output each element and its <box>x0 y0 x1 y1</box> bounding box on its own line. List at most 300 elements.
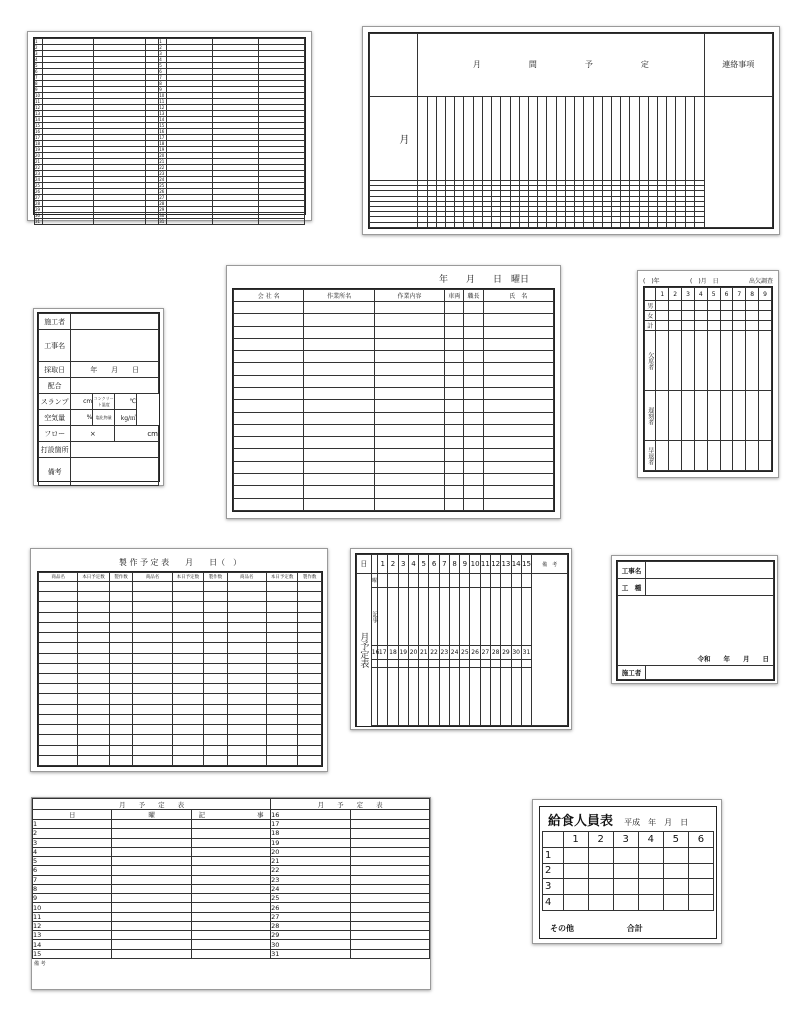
table-cell <box>234 363 304 375</box>
table-cell <box>669 331 682 391</box>
table-cell <box>427 222 436 227</box>
table-cell <box>133 602 172 612</box>
day-number: 8 <box>449 555 459 574</box>
table-cell <box>133 694 172 704</box>
day-number: 9 <box>33 894 112 903</box>
table-cell <box>78 643 109 653</box>
table-cell <box>759 441 772 471</box>
column-header: 車両 <box>445 290 464 302</box>
table-cell <box>133 592 172 602</box>
table-cell <box>172 663 203 673</box>
table-cell <box>663 863 688 879</box>
table-cell <box>398 668 408 726</box>
row-number: 9 <box>35 87 43 93</box>
table-cell <box>191 857 270 866</box>
column-header: 職長 <box>464 290 483 302</box>
table-cell <box>109 735 133 745</box>
row-label: 女 <box>645 311 656 321</box>
table-cell <box>109 653 133 663</box>
notes-header: 備 考 <box>532 555 568 574</box>
table-cell <box>707 311 720 321</box>
table-cell <box>429 668 439 726</box>
table-cell <box>298 704 322 714</box>
table-cell <box>575 222 584 227</box>
table-cell <box>266 622 297 632</box>
row-number: 15 <box>159 123 167 129</box>
table-cell <box>429 588 439 646</box>
header-row <box>645 288 772 301</box>
day-number: 25 <box>460 646 470 660</box>
meal-other-label: その他 <box>550 924 574 933</box>
table-cell <box>39 643 78 653</box>
table-cell <box>398 574 408 588</box>
row-number: 16 <box>159 129 167 135</box>
production-row <box>39 684 322 694</box>
day-number: 20 <box>408 646 418 660</box>
value-cell <box>71 442 159 458</box>
table-cell <box>39 755 78 765</box>
row-number: 11 <box>35 99 43 105</box>
table-cell <box>78 592 109 602</box>
table-cell <box>266 582 297 592</box>
construction-row <box>618 596 774 666</box>
table-cell <box>78 694 109 704</box>
table-cell <box>298 684 322 694</box>
table-cell <box>227 725 266 735</box>
table-cell <box>374 387 444 399</box>
table-cell <box>483 473 553 485</box>
table-cell <box>460 668 470 726</box>
table-cell <box>172 704 203 714</box>
row-number: 3 <box>35 51 43 57</box>
production-row <box>39 673 322 683</box>
table-cell <box>418 96 427 180</box>
table-cell <box>669 441 682 471</box>
table-cell <box>480 588 490 646</box>
table-cell <box>449 660 459 668</box>
table-cell <box>667 222 676 227</box>
row-label: 工事名 <box>618 562 646 579</box>
table-cell <box>227 612 266 622</box>
table-cell <box>298 735 322 745</box>
day-number: 30 <box>511 646 521 660</box>
day-number: 19 <box>398 646 408 660</box>
table-cell <box>266 653 297 663</box>
day-number: 11 <box>33 912 112 921</box>
table-cell <box>298 582 322 592</box>
table-cell <box>491 668 501 726</box>
notes-header: 連絡事項 <box>704 34 773 97</box>
row-label: 欠席者 <box>645 331 656 391</box>
table-cell <box>133 612 172 622</box>
row-number: 6 <box>159 69 167 75</box>
table-cell <box>682 311 695 321</box>
table-cell <box>707 391 720 441</box>
row-label: 採取日 <box>39 362 71 378</box>
table-cell <box>78 673 109 683</box>
day-number: 13 <box>501 555 511 574</box>
row-number: 30 <box>159 213 167 219</box>
table-cell <box>446 222 455 227</box>
table-cell <box>521 588 531 646</box>
table-cell <box>470 574 480 588</box>
table-cell <box>483 314 553 326</box>
table-cell <box>266 633 297 643</box>
table-cell <box>266 745 297 755</box>
table-cell <box>172 602 203 612</box>
table-cell <box>39 694 78 704</box>
attendance-row <box>645 331 772 391</box>
table-cell <box>298 745 322 755</box>
table-cell <box>746 311 759 321</box>
table-cell <box>588 847 613 863</box>
concrete-row <box>39 314 159 330</box>
table-cell <box>593 96 602 180</box>
table-cell <box>656 321 669 331</box>
table-cell <box>470 588 480 646</box>
table-cell <box>204 633 228 643</box>
table-cell <box>565 222 574 227</box>
table-cell <box>694 391 707 441</box>
table-cell <box>227 602 266 612</box>
concrete-row <box>39 442 159 458</box>
table-cell <box>501 668 511 726</box>
board-monthly-schedule <box>362 26 780 235</box>
ledger-row <box>33 912 430 921</box>
roster-row <box>234 461 554 473</box>
table-cell <box>733 321 746 331</box>
table-cell <box>419 588 429 646</box>
kiji-header: 記 事 <box>191 810 270 820</box>
table-cell <box>204 592 228 602</box>
column-header: 製作数 <box>298 573 322 582</box>
table-cell <box>172 612 203 622</box>
row-number: 5 <box>35 63 43 69</box>
table-cell <box>482 96 491 180</box>
unit-cell: % <box>71 410 93 426</box>
table-cell <box>204 735 228 745</box>
table-cell <box>172 643 203 653</box>
table-cell <box>676 222 685 227</box>
value-cell <box>71 314 159 330</box>
row-number: 16 <box>35 129 43 135</box>
table-cell <box>227 582 266 592</box>
day-number: 9 <box>460 555 470 574</box>
row-number: 12 <box>159 105 167 111</box>
table-cell <box>398 660 408 668</box>
table-cell <box>234 302 304 314</box>
table-cell <box>109 714 133 724</box>
table-cell <box>227 622 266 632</box>
table-cell <box>234 473 304 485</box>
column-header: 3 <box>613 832 638 848</box>
row-label: 男 <box>645 301 656 311</box>
table-cell <box>172 745 203 755</box>
table-cell <box>112 894 191 903</box>
table-cell <box>227 735 266 745</box>
table-cell <box>483 412 553 424</box>
table-cell <box>491 660 501 668</box>
table-cell <box>584 96 593 180</box>
table-cell <box>304 314 374 326</box>
day-number: 29 <box>271 931 350 940</box>
table-cell <box>133 582 172 592</box>
meal-count-date: 平成 年 月 日 <box>624 818 689 827</box>
day-number: 3 <box>33 838 112 847</box>
production-row <box>39 714 322 724</box>
youbi-header: 曜 <box>112 810 191 820</box>
table-cell <box>638 863 663 879</box>
table-cell <box>78 663 109 673</box>
table-cell <box>445 461 464 473</box>
table-cell <box>234 387 304 399</box>
table-cell <box>746 331 759 391</box>
table-cell <box>639 96 648 180</box>
table-cell <box>266 684 297 694</box>
board-production-schedule <box>30 548 328 772</box>
table-cell <box>204 704 228 714</box>
table-cell <box>191 894 270 903</box>
table-cell <box>112 940 191 949</box>
table-cell <box>191 875 270 884</box>
table-cell <box>676 96 685 180</box>
table-cell <box>480 574 490 588</box>
day-number: 12 <box>491 555 501 574</box>
table-cell <box>109 673 133 683</box>
table-cell <box>547 96 556 180</box>
table-cell <box>483 326 553 338</box>
column-header: 商品名 <box>227 573 266 582</box>
table-cell <box>350 949 429 958</box>
row-number: 15 <box>35 123 43 129</box>
table-cell <box>145 219 159 225</box>
table-cell <box>621 222 630 227</box>
table-cell <box>733 301 746 311</box>
day-number: 26 <box>271 903 350 912</box>
table-cell <box>227 704 266 714</box>
table-cell <box>266 673 297 683</box>
table-cell <box>470 668 480 726</box>
table-cell <box>39 622 78 632</box>
table-cell <box>688 863 713 879</box>
roster-date-title: 年 月 日 曜日 <box>439 275 530 285</box>
table-cell <box>464 486 483 498</box>
roster-row <box>234 498 554 511</box>
table-cell <box>374 498 444 511</box>
column-header: 本日予定数 <box>78 573 109 582</box>
production-row <box>39 704 322 714</box>
table-cell <box>227 663 266 673</box>
table-cell <box>682 331 695 391</box>
table-cell <box>694 301 707 311</box>
table-cell <box>483 498 553 511</box>
table-cell <box>464 222 473 227</box>
column-header: 2 <box>588 832 613 848</box>
table-cell <box>112 884 191 893</box>
day-number: 6 <box>33 866 112 875</box>
table-cell <box>234 351 304 363</box>
table-cell <box>455 96 464 180</box>
table-cell <box>663 879 688 895</box>
table-cell <box>378 574 388 588</box>
table-cell <box>483 486 553 498</box>
table-cell <box>682 321 695 331</box>
table-cell <box>528 222 537 227</box>
table-cell <box>172 592 203 602</box>
value-cell <box>646 562 774 579</box>
column-header: 5 <box>663 832 688 848</box>
row-number: 27 <box>35 195 43 201</box>
table-cell <box>563 879 588 895</box>
title-left: 月 予 定 表 <box>33 799 271 810</box>
day-number: 31 <box>271 949 350 958</box>
table-cell <box>663 847 688 863</box>
table-cell <box>227 633 266 643</box>
board-construction <box>611 555 778 684</box>
table-cell <box>445 302 464 314</box>
table-cell <box>39 592 78 602</box>
table-cell <box>112 949 191 958</box>
table-cell <box>419 660 429 668</box>
table-cell <box>759 391 772 441</box>
table-cell <box>449 588 459 646</box>
month-plan-grid-table <box>356 554 568 726</box>
table-cell <box>350 857 429 866</box>
table-cell <box>78 704 109 714</box>
header-row <box>33 810 430 820</box>
table-cell <box>298 622 322 632</box>
table-cell <box>501 96 510 180</box>
table-cell <box>78 714 109 724</box>
table-cell <box>464 473 483 485</box>
table-cell <box>109 592 133 602</box>
day-number: 15 <box>33 949 112 958</box>
table-cell <box>638 847 663 863</box>
table-cell <box>720 391 733 441</box>
table-cell <box>419 668 429 726</box>
table-cell <box>172 714 203 724</box>
attendance-row <box>645 321 772 331</box>
row-number: 4 <box>159 57 167 63</box>
table-cell <box>112 857 191 866</box>
roster-row <box>234 363 554 375</box>
ledger-row <box>33 857 430 866</box>
table-cell <box>298 612 322 622</box>
row-number: 31 <box>35 219 43 225</box>
table-cell <box>588 863 613 879</box>
table-cell <box>266 714 297 724</box>
table-cell <box>191 847 270 856</box>
table-cell <box>227 653 266 663</box>
construction-table <box>617 561 774 680</box>
table-cell <box>656 331 669 391</box>
table-cell <box>688 879 713 895</box>
table-cell <box>227 673 266 683</box>
attendance-title: 出欠調査 <box>748 278 773 285</box>
table-cell <box>204 643 228 653</box>
meal-row <box>543 895 714 911</box>
meal-row <box>543 847 714 863</box>
table-cell <box>720 331 733 391</box>
day-number: 22 <box>271 866 350 875</box>
table-cell <box>511 588 521 646</box>
table-cell <box>133 673 172 683</box>
table-cell <box>658 96 667 180</box>
row-label: 工事名 <box>39 330 71 362</box>
table-cell <box>39 704 78 714</box>
unit-cell: ℃ <box>115 394 137 410</box>
table-cell <box>109 684 133 694</box>
concrete-row <box>39 378 159 394</box>
table-cell <box>266 592 297 602</box>
table-cell <box>204 673 228 683</box>
table-cell <box>733 311 746 321</box>
column-header: 製作数 <box>204 573 228 582</box>
day-number: 7 <box>33 875 112 884</box>
table-cell <box>191 829 270 838</box>
table-cell <box>694 321 707 331</box>
monthly-schedule-table <box>369 33 773 228</box>
table-cell <box>464 449 483 461</box>
table-cell <box>388 668 398 726</box>
youbi-cell: 曜 <box>371 574 377 588</box>
value-cell <box>646 666 774 680</box>
table-cell <box>94 219 145 225</box>
column-header: 作業所名 <box>304 290 374 302</box>
table-cell <box>39 633 78 643</box>
row-number: 21 <box>159 159 167 165</box>
construction-row <box>618 579 774 596</box>
sub-label: 塩化物量 <box>93 410 115 426</box>
row-number: 14 <box>159 117 167 123</box>
table-cell <box>630 96 639 180</box>
table-cell <box>227 694 266 704</box>
table-cell <box>427 96 436 180</box>
table-cell <box>521 668 531 726</box>
worker-roster-table <box>233 289 554 511</box>
header-row <box>370 34 773 97</box>
table-cell <box>707 321 720 331</box>
vertical-title: 月予定表 <box>357 574 372 726</box>
table-cell <box>694 222 704 227</box>
meal-count-title: 給食人員表 <box>548 814 614 829</box>
table-cell <box>133 735 172 745</box>
table-cell <box>374 351 444 363</box>
table-cell <box>436 222 445 227</box>
table-cell <box>374 375 444 387</box>
table-cell <box>39 602 78 612</box>
production-row <box>39 612 322 622</box>
row-number: 29 <box>159 207 167 213</box>
title-right: 月 予 定 表 <box>271 799 430 810</box>
production-row <box>39 592 322 602</box>
roster-row <box>234 437 554 449</box>
table-cell <box>350 810 429 820</box>
table-cell <box>112 931 191 940</box>
row-number: 7 <box>159 75 167 81</box>
row-label: 備考 <box>39 458 71 486</box>
table-cell <box>547 222 556 227</box>
production-row <box>39 725 322 735</box>
list-row <box>35 219 305 225</box>
table-cell <box>398 588 408 646</box>
table-cell <box>521 574 531 588</box>
table-cell <box>483 387 553 399</box>
table-cell <box>378 668 388 726</box>
table-cell <box>298 602 322 612</box>
table-cell <box>473 96 482 180</box>
table-cell <box>304 498 374 511</box>
